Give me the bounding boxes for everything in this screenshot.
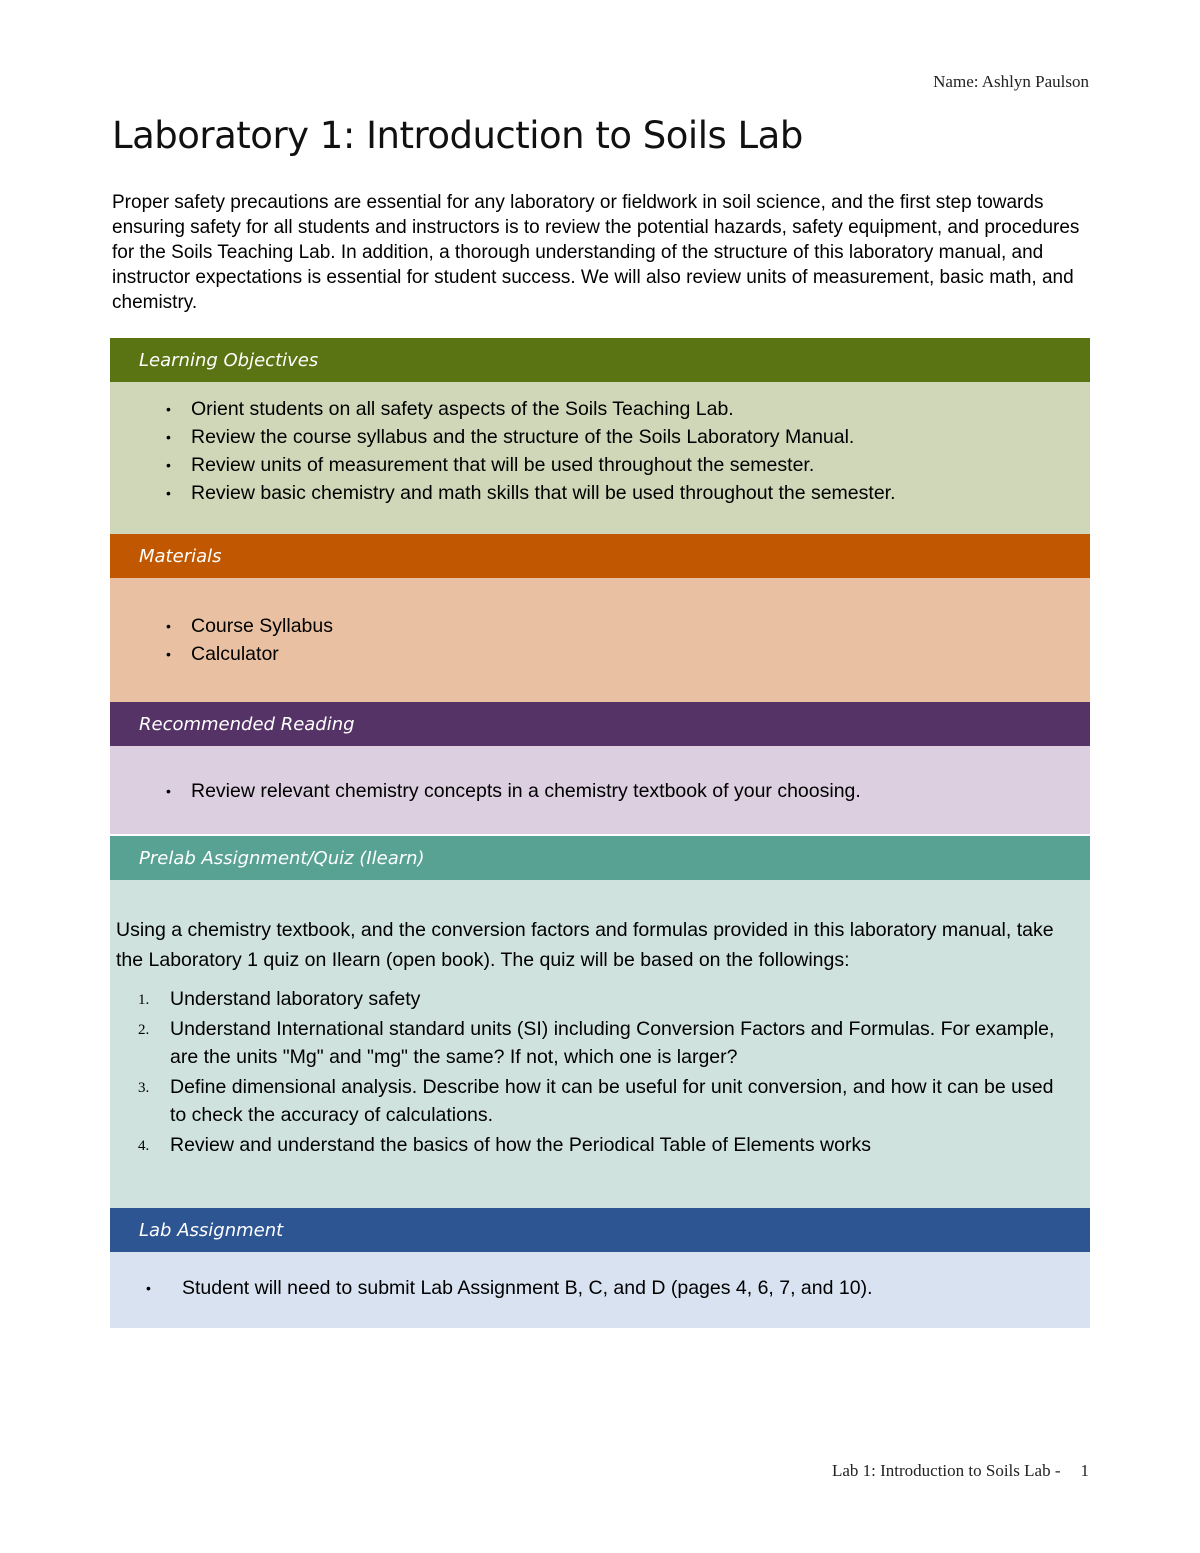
materials-section [110,534,1090,702]
prelab-heading: Prelab Assignment/Quiz (Ilearn) [110,836,1090,880]
list-item: • Orient students on all safety aspects of the Soils Teaching Lab. [110,395,1090,423]
bullet-icon: • [146,1280,151,1296]
bullet-icon: • [166,783,171,799]
recommended-reading-heading: Recommended Reading [110,702,1090,746]
recommended-reading-section [110,702,1090,834]
prelab-description: Using a chemistry textbook, and the conversion factors and formulas provided in this laboratory manual, take the Laboratory 1 quiz on Ilearn (open book). The quiz will be based on the followings: [116,919,1054,971]
list-item: • Course Syllabus [110,612,1090,640]
recommended-reading-body [110,746,1090,834]
prelab-body [110,880,1090,1208]
footer-title: Lab 1: Introduction to Soils Lab - [831,1461,1061,1480]
numbered-item: 2. Understand International standard units (SI) including Conversion Factors and Formulas. For example, are the units "Mg" and "mg" the same? If not, which one is larger? [138,1018,1055,1068]
list-item: • Review the course syllabus and the structure of the Soils Laboratory Manual. [110,423,1090,451]
page-footer [832,1461,1089,1481]
page-title: Laboratory 1: Introduction to Soils Lab [112,114,803,157]
bullet-icon: • [166,646,171,662]
list-item: • Review basic chemistry and math skills that will be used throughout the semester. [110,479,1090,507]
numbered-item: 3. Define dimensional analysis. Describe how it can be useful for unit conversion, and how it can be used to check the accuracy of calculations. [138,1076,1054,1126]
numbered-item: 4. Review and understand the basics of how the Periodical Table of Elements works [116,1131,1060,1159]
materials-body [110,578,1090,702]
item-number: 4. [138,1138,150,1154]
intro-paragraph: Proper safety precautions are essential for any laboratory or fieldwork in soil science, and the first step towards ensuring safety for all students and instructors is to review the potential hazards, safety equipment, and procedures for the Soils Teaching Lab. In addition, a thorough understanding of the structure of this laboratory manual, and instructor expectations is essential for student success. We will also review units of measurement, basic math, and chemistry. [112,192,1080,313]
bullet-icon: • [166,401,171,417]
prelab-section [110,836,1090,1208]
item-number: 3. [138,1080,150,1096]
learning-objectives-section [110,338,1090,534]
learning-objectives-heading: Learning Objectives [110,338,1090,382]
lab-assignment-body [110,1252,1090,1328]
lab-assignment-heading: Lab Assignment [110,1208,1090,1252]
list-item: • Review units of measurement that will be used throughout the semester. [110,451,1090,479]
list-item: • Student will need to submit Lab Assignment B, C, and D (pages 4, 6, 7, and 10). [110,1274,1090,1302]
page-number: 1 [1080,1461,1089,1480]
bullet-icon: • [166,429,171,445]
list-item: • Review relevant chemistry concepts in a chemistry textbook of your choosing. [110,777,1090,805]
materials-heading: Materials [110,534,1090,578]
item-number: 2. [138,1022,150,1038]
list-item: • Calculator [110,640,1090,668]
item-number: 1. [138,992,150,1008]
bullet-icon: • [166,618,171,634]
lab-assignment-section [110,1208,1090,1328]
bullet-icon: • [166,457,171,473]
bullet-icon: • [166,485,171,501]
numbered-item: 1. Understand laboratory safety [116,985,1060,1013]
student-name: Name: Ashlyn Paulson [933,72,1089,91]
learning-objectives-body [110,382,1090,534]
